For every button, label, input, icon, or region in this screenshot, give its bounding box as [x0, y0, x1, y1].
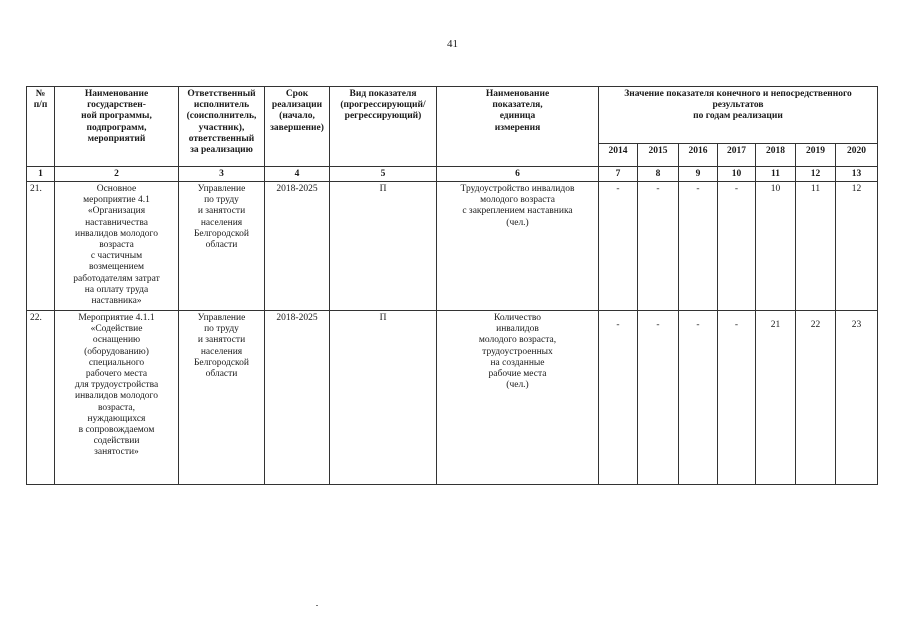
scan-speck [316, 605, 318, 606]
row-value: - [638, 311, 679, 485]
header-term: Срок реализации (начало, завершение) [265, 87, 330, 167]
row-value: 10 [756, 182, 796, 311]
row-executor: Управление по труду и занятости населения Белгородской области [179, 182, 265, 311]
year-cell: 2015 [638, 144, 679, 167]
row-number: 21. [27, 182, 55, 311]
row-value: - [599, 182, 638, 311]
row-value: - [679, 182, 718, 311]
column-number: 4 [265, 167, 330, 182]
row-value: 22 [796, 311, 836, 485]
page-number: 41 [447, 38, 458, 50]
header-values-group: Значение показателя конечного и непосредственного результатов по годам реализации [599, 87, 878, 144]
column-number: 1 [27, 167, 55, 182]
row-term: 2018-2025 [265, 311, 330, 485]
column-number: 9 [679, 167, 718, 182]
row-executor: Управление по труду и занятости населения Белгородской области [179, 311, 265, 485]
column-number: 7 [599, 167, 638, 182]
row-number: 22. [27, 311, 55, 485]
column-number: 3 [179, 167, 265, 182]
row-indicator-kind: П [330, 311, 437, 485]
row-value: - [679, 311, 718, 485]
row-value: - [599, 311, 638, 485]
header-program-name: Наименование государствен- ной программы, подпрограмм, мероприятий [55, 87, 179, 167]
header-num: № п/п [27, 87, 55, 167]
year-cell: 2019 [796, 144, 836, 167]
row-value: 21 [756, 311, 796, 485]
row-indicator-kind: П [330, 182, 437, 311]
column-number: 2 [55, 167, 179, 182]
row-value: 12 [836, 182, 878, 311]
row-indicator-name: Трудоустройство инвалидов молодого возраста с закреплением наставника (чел.) [437, 182, 599, 311]
row-value: 23 [836, 311, 878, 485]
header-indicator-kind: Вид показателя (прогрессирующий/ регрессирующий) [330, 87, 437, 167]
column-number: 5 [330, 167, 437, 182]
header-executor: Ответственный исполнитель (соисполнитель, участник), ответственный за реализацию [179, 87, 265, 167]
year-cell: 2014 [599, 144, 638, 167]
table-row [27, 182, 878, 311]
row-program-name: Основное мероприятие 4.1 «Организация наставничества инвалидов молодого возраста с частичным возмещением работодателям затрат на оплату труда наставника» [55, 182, 179, 311]
year-cell: 2020 [836, 144, 878, 167]
header-indicator-name: Наименование показателя, единица измерения [437, 87, 599, 167]
column-number: 10 [718, 167, 756, 182]
indicators-table [26, 86, 878, 485]
row-indicator-name: Количество инвалидов молодого возраста, трудоустроенных на созданные рабочие места (чел.) [437, 311, 599, 485]
row-value: - [638, 182, 679, 311]
column-number: 11 [756, 167, 796, 182]
header-row [27, 87, 878, 144]
row-program-name: Мероприятие 4.1.1 «Содействие оснащению (оборудованию) специального рабочего места для трудоустройства инвалидов молодого возраста, нуждающихся в сопровождаемом содействии занятости» [55, 311, 179, 485]
year-cell: 2018 [756, 144, 796, 167]
row-value: - [718, 311, 756, 485]
row-term: 2018-2025 [265, 182, 330, 311]
column-number: 8 [638, 167, 679, 182]
column-numbers-row [27, 167, 878, 182]
column-number: 12 [796, 167, 836, 182]
row-value: 11 [796, 182, 836, 311]
table-row [27, 311, 878, 485]
column-number: 6 [437, 167, 599, 182]
row-value: - [718, 182, 756, 311]
year-cell: 2017 [718, 144, 756, 167]
column-number: 13 [836, 167, 878, 182]
year-cell: 2016 [679, 144, 718, 167]
